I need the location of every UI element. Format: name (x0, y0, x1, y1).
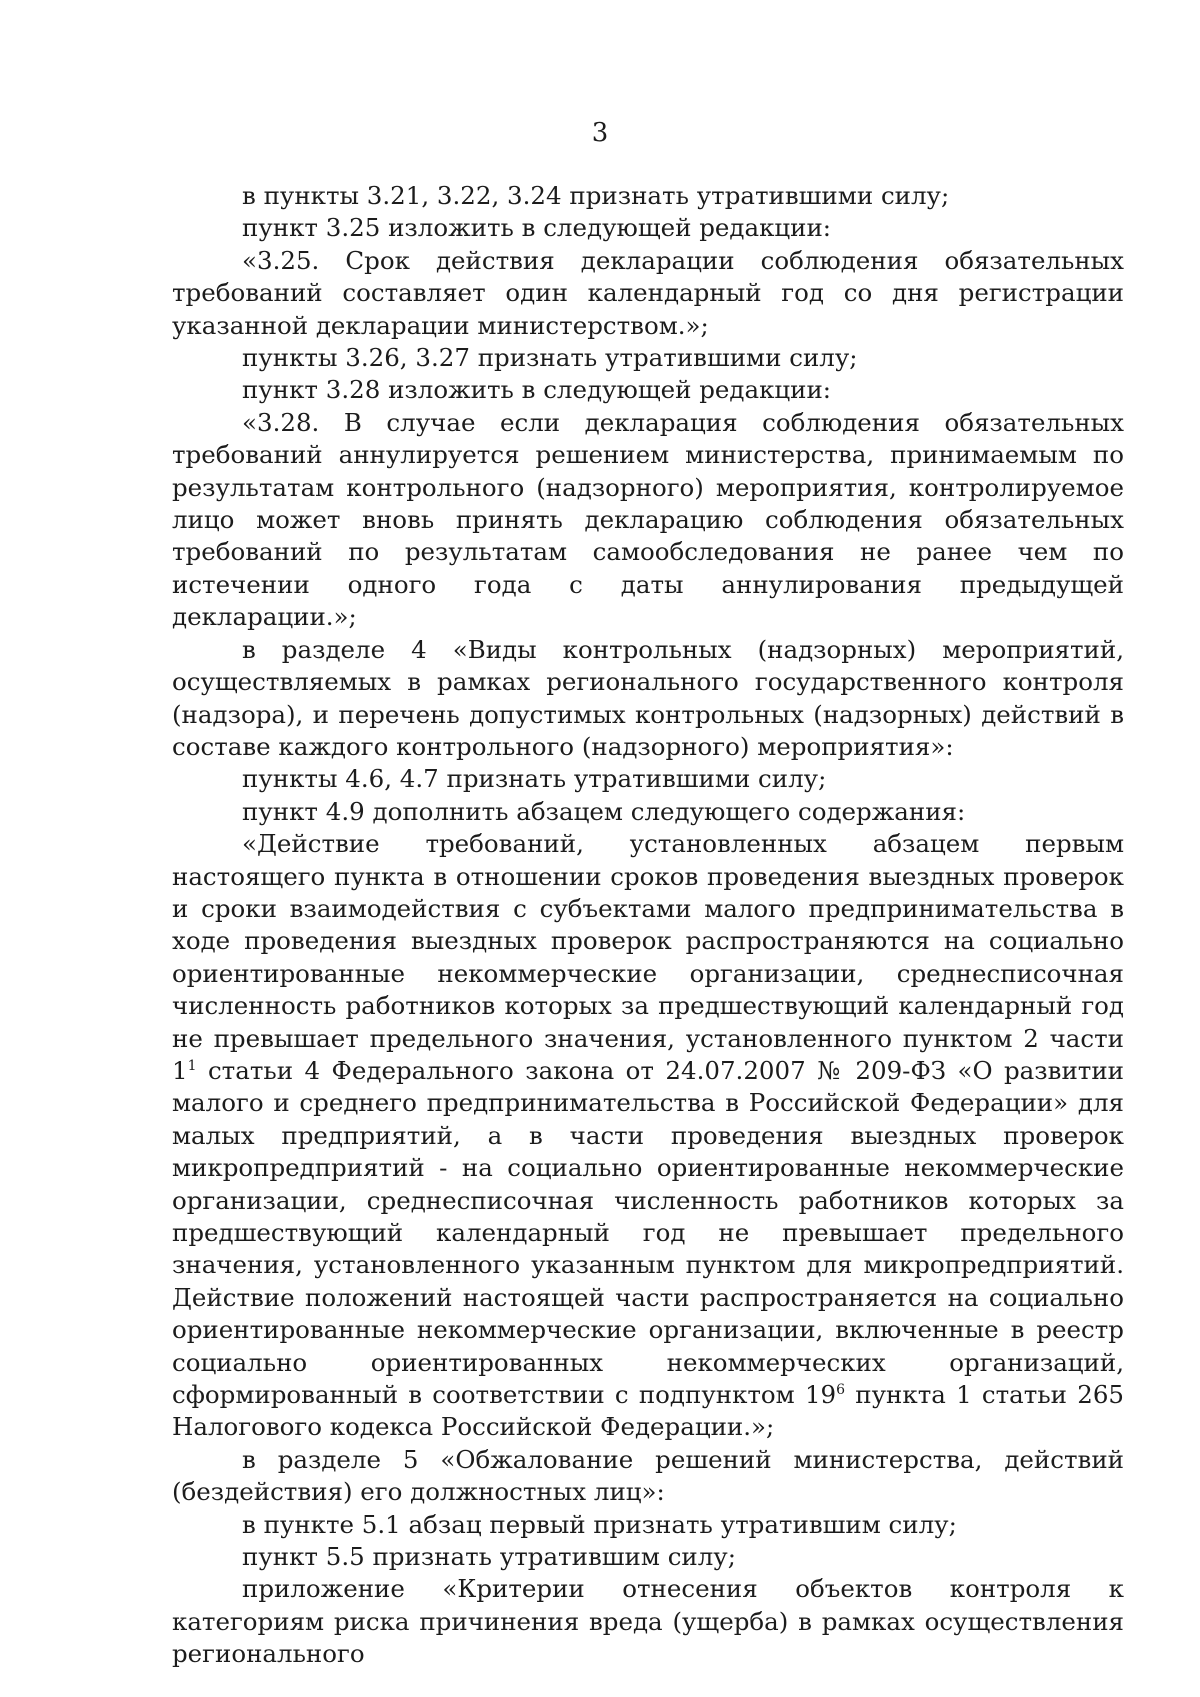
paragraph: «3.28. В случае если декларация соблюдения обязательных требований аннулируется решением министерства, принимаемым по результатам контрольного (надзорного) мероприятия, контролируемое лицо может вновь принять декларацию соблюдения обязательных требований по результатам самообследования не ранее чем по истечении одного года с даты аннулирования предыдущей декларации.»; (172, 407, 1124, 632)
paragraph: пункт 3.25 изложить в следующей редакции: (242, 213, 832, 243)
paragraph: «3.25. Срок действия декларации соблюдения обязательных требований составляет один календарный год со дня регистрации указанной декларации министерством.»; (172, 245, 1124, 340)
page-number: 3 (591, 118, 609, 148)
paragraph-with-footnotes (172, 828, 1124, 1444)
paragraph: приложение «Критерии отнесения объектов контроля к категориям риска причинения вреда (ущерба) в рамках осуществления регионального (172, 1574, 1124, 1669)
paragraph: в разделе 5 «Обжалование решений министерства, действий (бездействия) его должностных лиц»: (172, 1444, 1124, 1507)
paragraph: пункт 5.5 признать утратившим силу; (242, 1542, 736, 1572)
paragraph: в пункты 3.21, 3.22, 3.24 признать утратившими силу; (242, 181, 950, 210)
paragraph: пункты 3.26, 3.27 признать утратившими силу; (242, 343, 858, 373)
paragraph-text: статьи 4 Федерального закона от 24.07.2007 № 209-ФЗ «О развитии малого и среднего предпринимательства в Российской Федерации» для малых предприятий, а в части проведения выездных проверок микропредприятий - на социально ориентированные некоммерческие организации, среднесписочная численность работников которых за предшествующий календарный год не превышает предельного значения, установленного указанным пунктом для микропредприятий. Действие положений настоящей части распространяется на социально ориентированные некоммерческие организации, включенные в реестр социально ориентированных некоммерческих организаций, сформированный в соответствии с подпунктом 19 (172, 1055, 1124, 1410)
superscript: 1 (187, 1057, 197, 1074)
paragraph-text: пункта 1 статьи 265 Налогового кодекса Российской Федерации.»; (172, 1380, 1125, 1442)
paragraph: пункт 4.9 дополнить абзацем следующего содержания: (242, 796, 966, 826)
paragraph: пункты 4.6, 4.7 признать утратившими силу; (242, 764, 827, 794)
document-body (172, 180, 1124, 1671)
superscript: 6 (836, 1382, 846, 1399)
paragraph: пункт 3.28 изложить в следующей редакции: (242, 375, 832, 405)
paragraph: в разделе 4 «Виды контрольных (надзорных) мероприятий, осуществляемых в рамках регионального государственного контроля (надзора), и перечень допустимых контрольных (надзорных) действий в составе каждого контрольного (надзорного) мероприятия»: (172, 634, 1124, 761)
paragraph-text: «Действие требований, установленных абзацем первым настоящего пункта в отношении сроков проведения выездных проверок и сроки взаимодействия с субъектами малого предпринимательства в ходе проведения выездных проверок распространяются на социально ориентированные некоммерческие организации, среднесписочная численность работников которых за предшествующий календарный год не превышает предельного значения, установленного пунктом 2 части 1 (172, 829, 1124, 1085)
paragraph: в пункте 5.1 абзац первый признать утратившим силу; (242, 1509, 957, 1539)
